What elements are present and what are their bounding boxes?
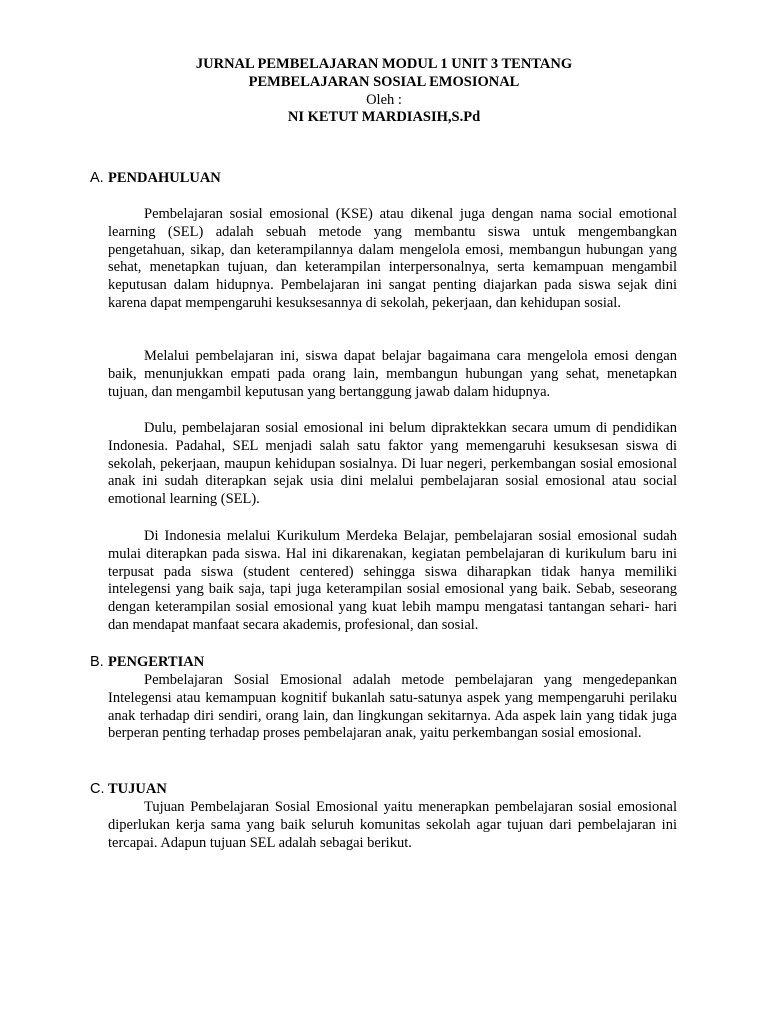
title-block [0, 56, 768, 127]
paragraph-pendahuluan-3: Dulu, pembelajaran sosial emosional ini belum dipraktekkan secara umum di pendidikan Indonesia. Padahal, SEL menjadi salah satu faktor yang memengaruhi kesuksesan siswa di sekolah, pekerjaan, maupun kehidupan sosialnya. Di luar negeri, perkembangan sosial emosional anak ini sudah diterapkan sejak usia dini melalui pembelajaran sosial emosional atau social emotional learning (SEL). [108, 420, 677, 508]
section-title: PENDAHULUAN [108, 170, 221, 186]
paragraph-pendahuluan-4: Di Indonesia melalui Kurikulum Merdeka Belajar, pembelajaran sosial emosional sudah mulai diterapkan pada siswa. Hal ini dikarenakan, kegiatan pembelajaran di kurikulum baru ini terpusat pada siswa (student centered) sehingga siswa diharapkan tidak hanya memiliki intelegensi yang baik saja, tapi juga keterampilan sosial emosional yang baik. Sebab, seseorang dengan keterampilan sosial emosional yang kuat lebih mampu mengatasi tantangan sehari- hari dan mendapat manfaat secara akademis, profesional, dan sosial. [108, 528, 677, 633]
section-letter: C. [90, 781, 105, 797]
section-heading-pendahuluan [90, 170, 221, 188]
paragraph-pendahuluan-2: Melalui pembelajaran ini, siswa dapat belajar bagaimana cara mengelola emosi dengan baik, menunjukkan empati pada orang lain, membangun hubungan yang sehat, menetapkan tujuan, dan mengambil keputusan yang bertanggung jawab dalam hidupnya. [108, 348, 677, 400]
paragraph-pengertian-1: Pembelajaran Sosial Emosional adalah metode pembelajaran yang mengedepankan Intelegensi atau kemampuan kognitif bukanlah satu-satunya aspek yang mempengaruhi perilaku anak terhadap diri sendiri, orang lain, dan lingkungan sekitarnya. Ada aspek lain yang tidak juga berperan penting terhadap proses pembelajaran anak, yaitu perkembangan sosial emosional. [108, 672, 677, 742]
section-title: PENGERTIAN [108, 654, 205, 670]
section-heading-pengertian [90, 654, 204, 672]
paragraph-tujuan-1: Tujuan Pembelajaran Sosial Emosional yaitu menerapkan pembelajaran sosial emosional diperlukan kerja sama yang baik seluruh komunitas sekolah agar tujuan dari pembelajaran ini tercapai. Adapun tujuan SEL adalah sebagai berikut. [108, 799, 677, 851]
by-label: Oleh : [366, 91, 402, 108]
section-letter: B. [90, 654, 104, 670]
document-title-line-2: PEMBELAJARAN SOSIAL EMOSIONAL [248, 73, 520, 90]
paragraph-pendahuluan-1: Pembelajaran sosial emosional (KSE) atau dikenal juga dengan nama social emotional learning (SEL) adalah sebuah metode yang membantu siswa untuk mengembangkan pengetahuan, sikap, dan keterampilannya dalam mengelola emosi, membangun hubungan yang sehat, menetapkan tujuan, dan keterampilan interpersonalnya, serta kemampuan mengambil keputusan dalam hidupnya. Pembelajaran ini sangat penting diajarkan pada siswa sejak dini karena dapat mempengaruhi kesuksesannya di sekolah, pekerjaan, dan kehidupan sosial. [108, 206, 677, 311]
section-heading-tujuan [90, 781, 167, 799]
section-title: TUJUAN [108, 781, 167, 797]
document-title-line-1: JURNAL PEMBELAJARAN MODUL 1 UNIT 3 TENTANG [195, 56, 573, 72]
author-name: NI KETUT MARDIASIH,S.Pd [287, 109, 481, 126]
section-letter: A. [90, 170, 104, 186]
